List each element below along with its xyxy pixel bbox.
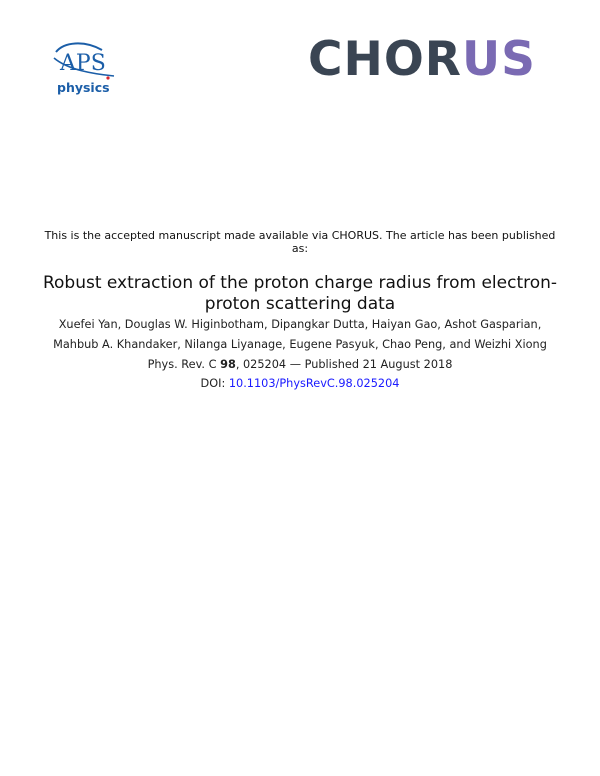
doi-label: DOI: [200,377,226,390]
citation-journal: Phys. Rev. C [147,358,217,371]
doi-line [40,374,560,393]
aps-physics-logo [50,40,120,98]
doi-link[interactable]: 10.1103/PhysRevC.98.025204 [228,377,400,390]
citation [40,355,560,374]
citation-details: , 025204 — Published 21 August 2018 [235,358,453,371]
author-list: Xuefei Yan, Douglas W. Higinbotham, Dipangkar Dutta, Haiyan Gao, Ashot Gasparian, Mahbub A. Khandaker, Nilanga Liyanage, Eugene Pasyuk, Chao Peng, and Weizhi Xiong [53,318,547,351]
aps-logo-text: APS [60,51,106,76]
chorus-logo [308,30,558,82]
chorus-logo-text: CHORUS [308,32,536,82]
article-title: Robust extraction of the proton charge radius from electron-proton scattering data [42,273,558,314]
cover-content [40,229,560,393]
aps-logo-subtext: physics [57,80,110,95]
accepted-manuscript-notice: This is the accepted manuscript made available via CHORUS. The article has been published as: [44,229,556,255]
citation-volume: 98 [220,358,236,371]
